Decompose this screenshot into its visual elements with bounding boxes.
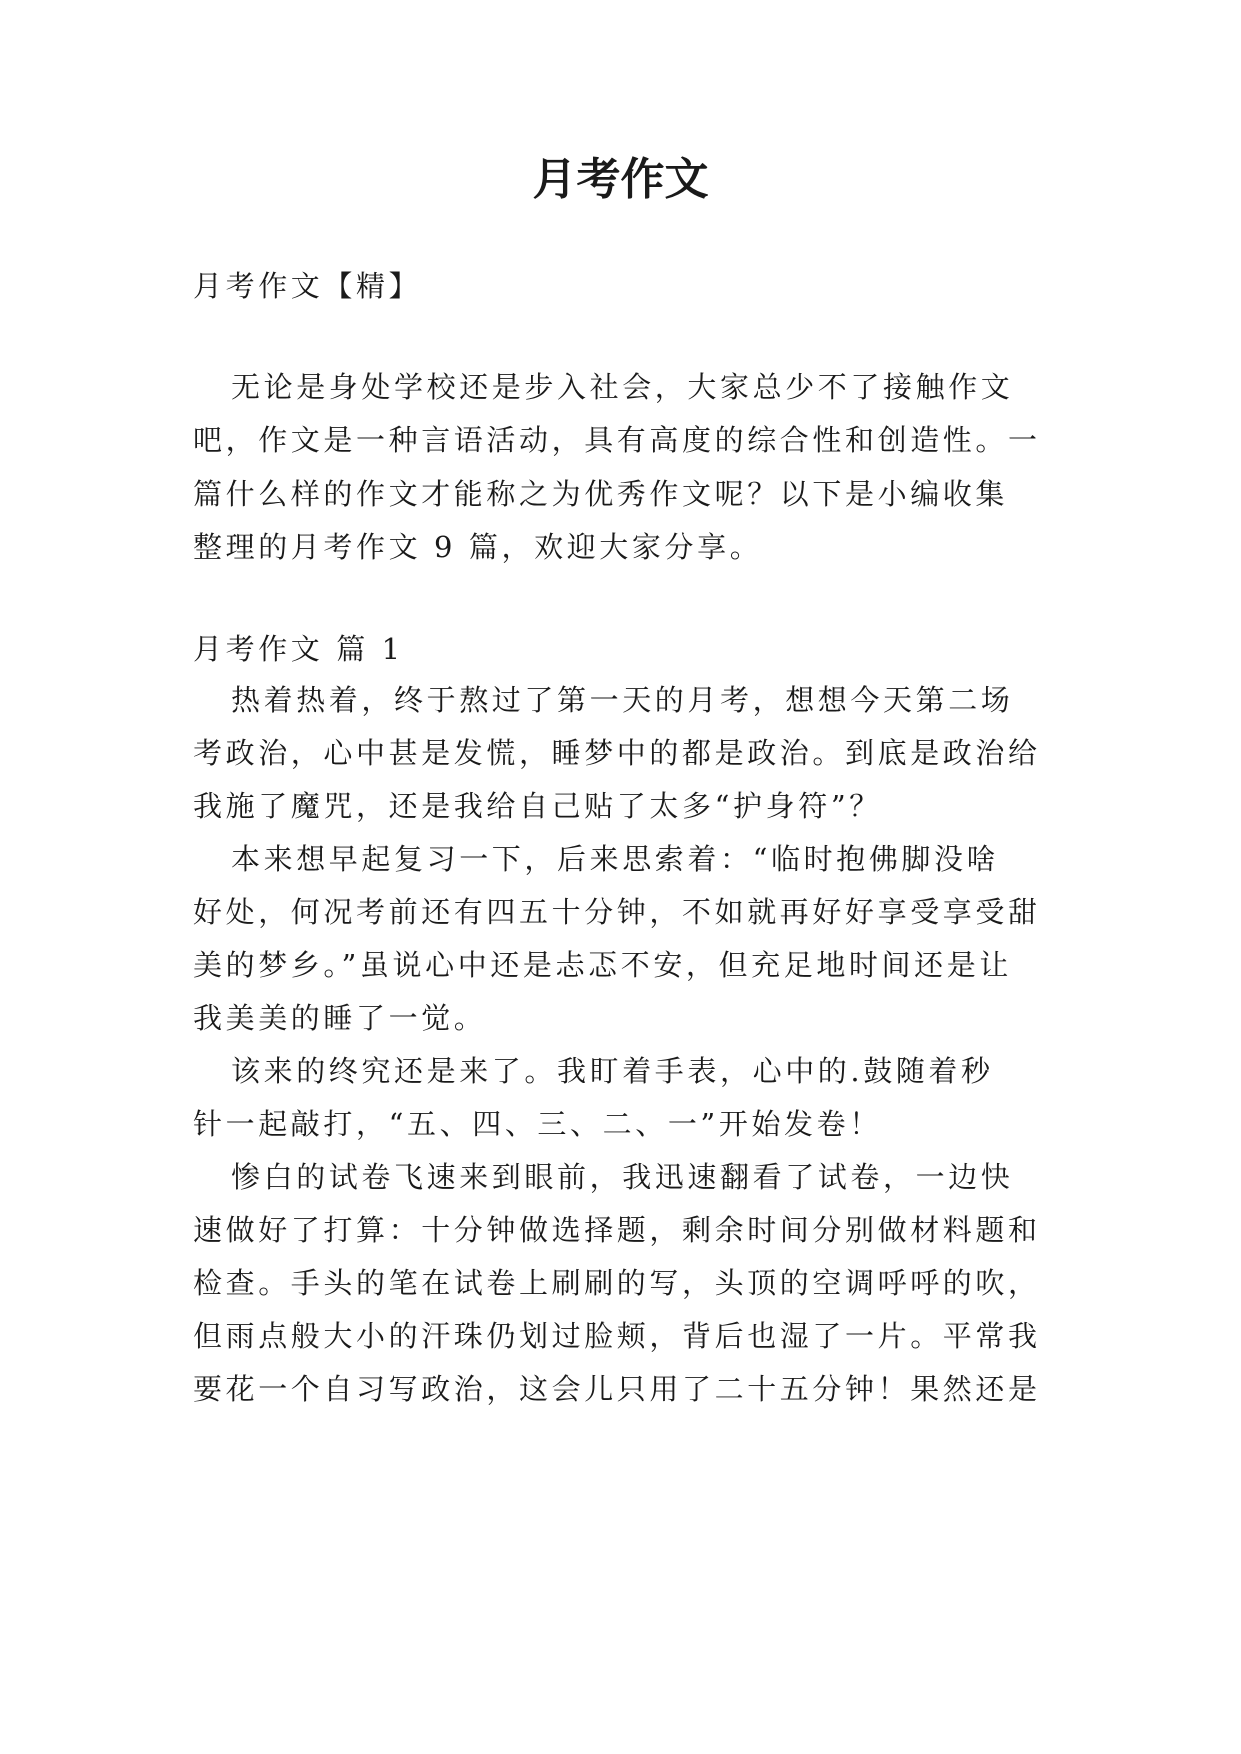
document-subtitle: 月考作文【精】 [193,269,422,303]
body-line: 速做好了打算：十分钟做选择题，剩余时间分别做材料题和 [193,1213,1041,1247]
intro-line: 吧，作文是一种言语活动，具有高度的综合性和创造性。一 [193,423,1041,457]
intro-line: 无论是身处学校还是步入社会，大家总少不了接触作文 [231,370,1014,404]
body-line: 检查。手头的笔在试卷上刷刷的写，头顶的空调呼呼的吹， [193,1266,1041,1300]
body-line: 但雨点般大小的汗珠仍划过脸颊，背后也湿了一片。平常我 [193,1319,1041,1353]
body-line: 我施了魔咒，还是我给自己贴了太多“护身符”？ [193,789,882,823]
intro-line: 篇什么样的作文才能称之为优秀作文呢？以下是小编收集 [193,477,1009,511]
document-title: 月考作文 [532,154,709,205]
body-line: 该来的终究还是来了。我盯着手表，心中的.鼓随着秒 [231,1054,994,1088]
body-line: 热着热着，终于熬过了第一天的月考，想想今天第二场 [231,683,1014,717]
body-line: 我美美的睡了一觉。 [193,1001,487,1035]
body-line: 要花一个自习写政治，这会儿只用了二十五分钟！果然还是 [193,1372,1041,1406]
body-line: 考政治，心中甚是发慌，睡梦中的都是政治。到底是政治给 [193,736,1041,770]
body-line: 针一起敲打，“五、四、三、二、一”开始发卷！ [193,1107,882,1141]
body-line: 美的梦乡。”虽说心中还是忐忑不安，但充足地时间还是让 [193,948,1012,982]
section-heading: 月考作文 篇 1 [193,632,404,666]
intro-line: 整理的月考作文 9 篇，欢迎大家分享。 [193,530,763,564]
body-line: 好处，何况考前还有四五十分钟，不如就再好好享受享受甜 [193,895,1041,929]
body-line: 惨白的试卷飞速来到眼前，我迅速翻看了试卷，一边快 [231,1160,1014,1194]
body-line: 本来想早起复习一下，后来思索着：“临时抱佛脚没啥 [231,842,1000,876]
